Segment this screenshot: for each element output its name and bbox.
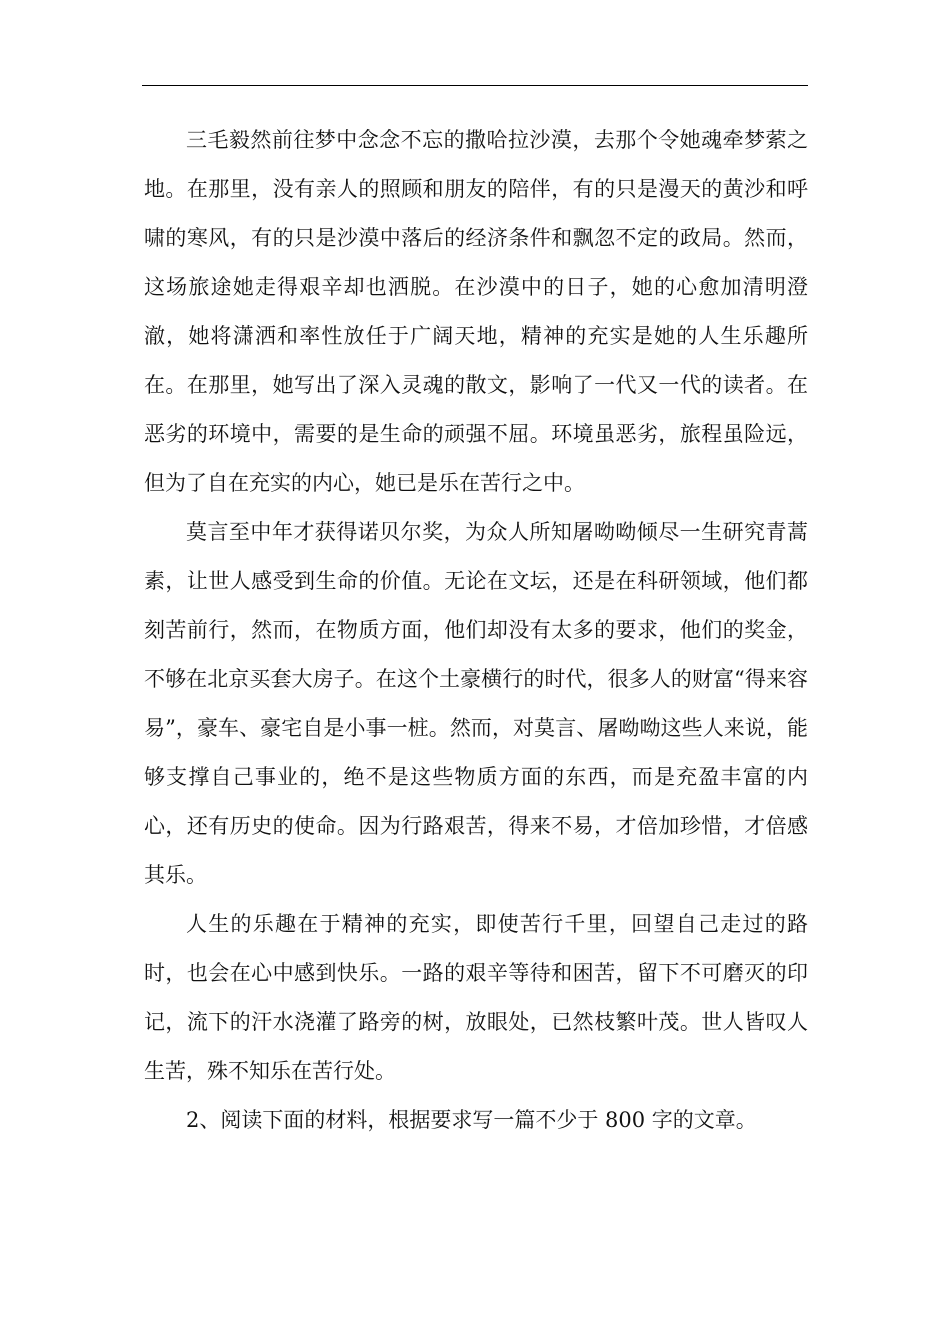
- paragraph-sanmao: 三毛毅然前往梦中念念不忘的撒哈拉沙漠，去那个令她魂牵梦萦之地。在那里，没有亲人的照顾和朋友的陪伴，有的只是漫天的黄沙和呼啸的寒风，有的只是沙漠中落后的经济条件和飘忽不定的政局。然而，这场旅途她走得艰辛却也洒脱。在沙漠中的日子，她的心愈加清明澄澈，她将潇洒和率性放任于广阔天地，精神的充实是她的人生乐趣所在。在那里，她写出了深入灵魂的散文，影响了一代又一代的读者。在恶劣的环境中，需要的是生命的顽强不屈。环境虽恶劣，旅程虽险远，但为了自在充实的内心，她已是乐在苦行之中。: [144, 128, 808, 495]
- paragraph-writing-prompt: 2、阅读下面的材料，根据要求写一篇不少于 800 字的文章。: [186, 1108, 757, 1132]
- paragraph-moyan-tuyouyou: 莫言至中年才获得诺贝尔奖，为众人所知屠呦呦倾尽一生研究青蒿素，让世人感受到生命的价值。无论在文坛，还是在科研领域，他们都刻苦前行，然而，在物质方面，他们却没有太多的要求，他们的奖金，不够在北京买套大房子。在这个土豪横行的时代，很多人的财富“得来容易”，豪车、豪宅自是小事一桩。然而，对莫言、屠呦呦这些人来说，能够支撑自己事业的，绝不是这些物质方面的东西，而是充盈丰富的内心，还有历史的使命。因为行路艰苦，得来不易，才倍加珍惜，才倍感其乐。: [144, 520, 808, 887]
- header-rule: [142, 85, 808, 86]
- paragraph-conclusion: 人生的乐趣在于精神的充实，即使苦行千里，回望自己走过的路时，也会在心中感到快乐。一路的艰辛等待和困苦，留下不可磨灭的印记，流下的汗水浇灌了路旁的树，放眼处，已然枝繁叶茂。世人皆叹人生苦，殊不知乐在苦行处。: [144, 912, 808, 1083]
- document-body: [144, 116, 808, 1145]
